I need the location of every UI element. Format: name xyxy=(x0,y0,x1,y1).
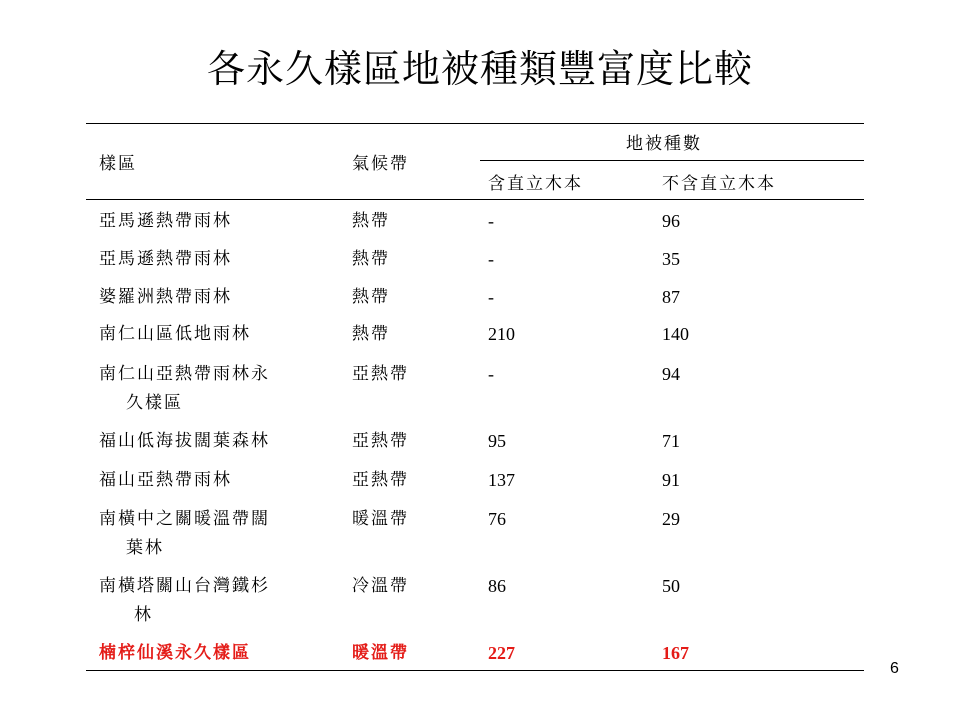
header-with-trees: 含直立木本 xyxy=(488,174,583,194)
without-trees-cell: 96 xyxy=(662,211,680,231)
without-trees-cell: 71 xyxy=(662,431,680,451)
with-trees-cell: - xyxy=(488,211,494,231)
climate-cell: 亞熱帶 xyxy=(352,470,409,490)
with-trees-cell: 95 xyxy=(488,431,506,451)
site-cell: 福山低海拔闊葉森林 xyxy=(99,431,270,451)
table-top-rule xyxy=(86,123,864,124)
without-trees-cell: 167 xyxy=(662,643,689,663)
page-number: 6 xyxy=(890,660,899,677)
group-header-rule xyxy=(480,160,864,161)
site-cell: 福山亞熱帶雨林 xyxy=(99,470,232,490)
climate-cell: 暖溫帶 xyxy=(352,509,409,529)
without-trees-cell: 29 xyxy=(662,509,680,529)
table-bottom-rule xyxy=(86,670,864,671)
with-trees-cell: - xyxy=(488,249,494,269)
site-cell: 亞馬遜熱帶雨林 xyxy=(99,249,232,269)
climate-cell: 冷溫帶 xyxy=(352,576,409,596)
with-trees-cell: 137 xyxy=(488,470,515,490)
header-climate: 氣候帶 xyxy=(352,154,409,174)
climate-cell: 熱帶 xyxy=(352,211,390,231)
climate-cell: 熱帶 xyxy=(352,249,390,269)
site-cell: 南仁山區低地雨林 xyxy=(99,324,251,344)
with-trees-cell: - xyxy=(488,287,494,307)
header-species-group: 地被種數 xyxy=(626,134,702,154)
without-trees-cell: 140 xyxy=(662,324,689,344)
site-cell-line2: 林 xyxy=(134,605,153,625)
slide-title: 各永久樣區地被種類豐富度比較 xyxy=(206,47,753,91)
with-trees-cell: 227 xyxy=(488,643,515,663)
without-trees-cell: 91 xyxy=(662,470,680,490)
climate-cell: 暖溫帶 xyxy=(352,643,409,663)
site-cell: 楠梓仙溪永久樣區 xyxy=(99,643,251,663)
site-cell: 南仁山亞熱帶雨林永 xyxy=(99,364,270,384)
with-trees-cell: - xyxy=(488,364,494,384)
climate-cell: 亞熱帶 xyxy=(352,364,409,384)
site-cell: 婆羅洲熱帶雨林 xyxy=(99,287,232,307)
header-without-trees: 不含直立木本 xyxy=(662,174,776,194)
without-trees-cell: 35 xyxy=(662,249,680,269)
header-site: 樣區 xyxy=(99,154,137,174)
without-trees-cell: 50 xyxy=(662,576,680,596)
without-trees-cell: 94 xyxy=(662,364,680,384)
without-trees-cell: 87 xyxy=(662,287,680,307)
with-trees-cell: 86 xyxy=(488,576,506,596)
header-bottom-rule xyxy=(86,199,864,200)
site-cell: 南橫塔關山台灣鐵杉 xyxy=(99,576,270,596)
site-cell-line2: 葉林 xyxy=(126,538,164,558)
site-cell: 南橫中之關暖溫帶闊 xyxy=(99,509,270,529)
climate-cell: 亞熱帶 xyxy=(352,431,409,451)
site-cell-line2: 久樣區 xyxy=(126,393,183,413)
site-cell: 亞馬遜熱帶雨林 xyxy=(99,211,232,231)
with-trees-cell: 76 xyxy=(488,509,506,529)
climate-cell: 熱帶 xyxy=(352,324,390,344)
climate-cell: 熱帶 xyxy=(352,287,390,307)
with-trees-cell: 210 xyxy=(488,324,515,344)
